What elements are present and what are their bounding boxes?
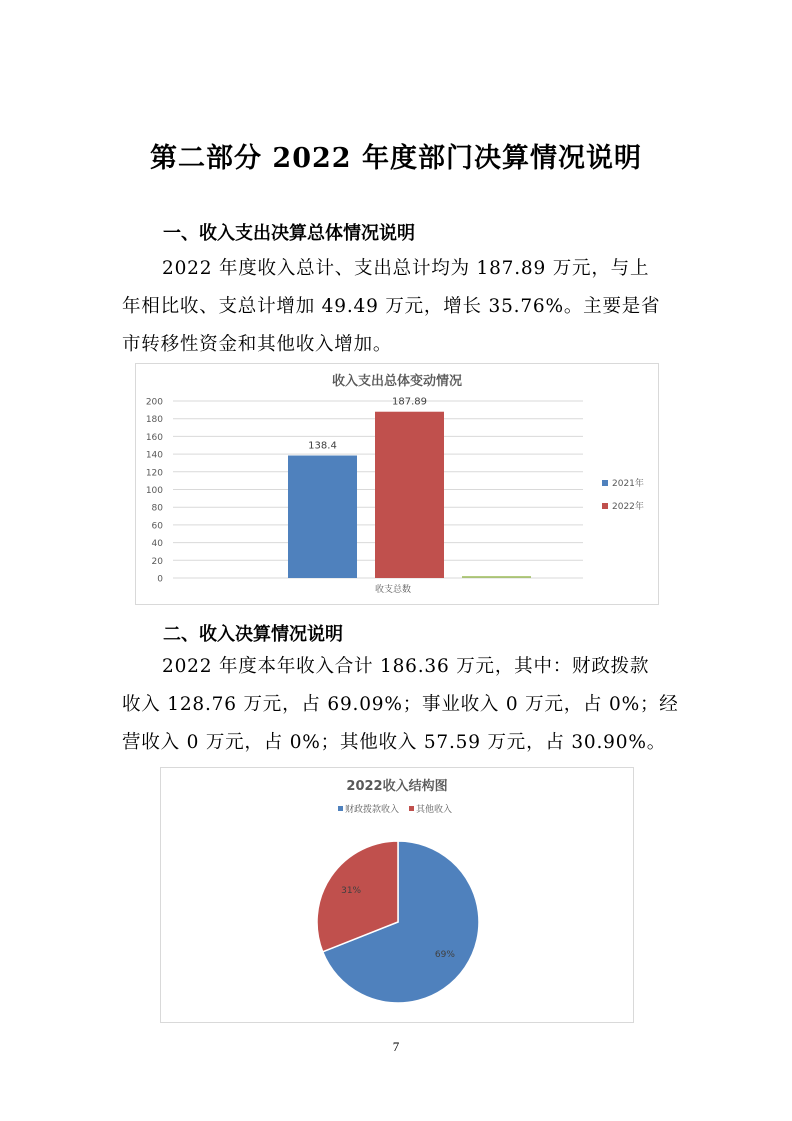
bar-data-label: 138.4 xyxy=(308,440,337,452)
paragraph-line: 收入 128.76 万元，占 69.09%；事业收入 0 万元，占 0%；经 xyxy=(122,694,679,715)
pie-data-label: 69% xyxy=(434,949,455,960)
pie-data-label: 31% xyxy=(341,886,362,897)
pie-legend-swatch xyxy=(338,806,343,811)
bar-y-tick-label: 40 xyxy=(151,539,163,550)
paragraph-line: 2022 年度本年收入合计 186.36 万元，其中：财政拨款 xyxy=(162,656,650,677)
bar-y-tick-label: 100 xyxy=(145,486,163,496)
section-heading-income-expenditure: 一、收入支出决算总体情况说明 xyxy=(163,223,415,244)
paragraph-line: 营收入 0 万元，占 0%；其他收入 57.59 万元，占 30.90%。 xyxy=(122,732,667,753)
page-title: 第二部分 2022 年度部门决算情况说明 xyxy=(150,143,642,174)
paragraph-income-expenditure xyxy=(122,250,677,364)
bar-y-tick-label: 0 xyxy=(157,574,163,585)
bar-legend-swatch xyxy=(602,503,608,509)
paragraph-line: 年相比收、支总计增加 49.49 万元，增长 35.76%。主要是省 xyxy=(122,296,661,317)
paragraph-income xyxy=(122,648,677,762)
pie-chart-container xyxy=(160,767,634,1023)
bar-legend-swatch xyxy=(602,480,608,486)
bar-y-tick-label: 140 xyxy=(145,450,163,461)
bar-y-tick-label: 60 xyxy=(151,521,163,532)
pie-chart xyxy=(161,768,633,1022)
paragraph-line: 市转移性资金和其他收入增加。 xyxy=(122,334,393,355)
pie-legend-label: 财政拨款收入 xyxy=(345,805,400,815)
bar-y-tick-label: 20 xyxy=(151,556,163,567)
bar-2022年 xyxy=(375,412,444,578)
paragraph-line: 2022 年度收入总计、支出总计均为 187.89 万元，与上 xyxy=(162,258,650,279)
pie-legend-label: 其他收入 xyxy=(416,805,453,815)
section-heading-income: 二、收入决算情况说明 xyxy=(163,624,343,645)
bar-y-tick-label: 180 xyxy=(145,415,163,426)
bar-chart-container xyxy=(135,363,659,605)
bar-legend-label: 2021年 xyxy=(612,479,644,489)
bar-y-tick-label: 160 xyxy=(145,432,163,443)
bar-2021年 xyxy=(288,456,357,578)
bar-legend-label: 2022年 xyxy=(612,502,644,512)
page-number: 7 xyxy=(392,1039,400,1054)
bar-chart xyxy=(136,364,658,604)
pie-chart-title: 2022收入结构图 xyxy=(346,779,448,794)
bar-x-category-label: 收支总数 xyxy=(374,585,412,595)
bar-y-tick-label: 200 xyxy=(145,397,163,408)
bar-y-tick-label: 120 xyxy=(145,468,163,479)
bar-chart-title: 收入支出总体变动情况 xyxy=(331,374,463,389)
bar-data-label: 187.89 xyxy=(392,396,427,408)
bar-y-tick-label: 80 xyxy=(151,503,163,514)
pie-legend-swatch xyxy=(409,806,414,811)
